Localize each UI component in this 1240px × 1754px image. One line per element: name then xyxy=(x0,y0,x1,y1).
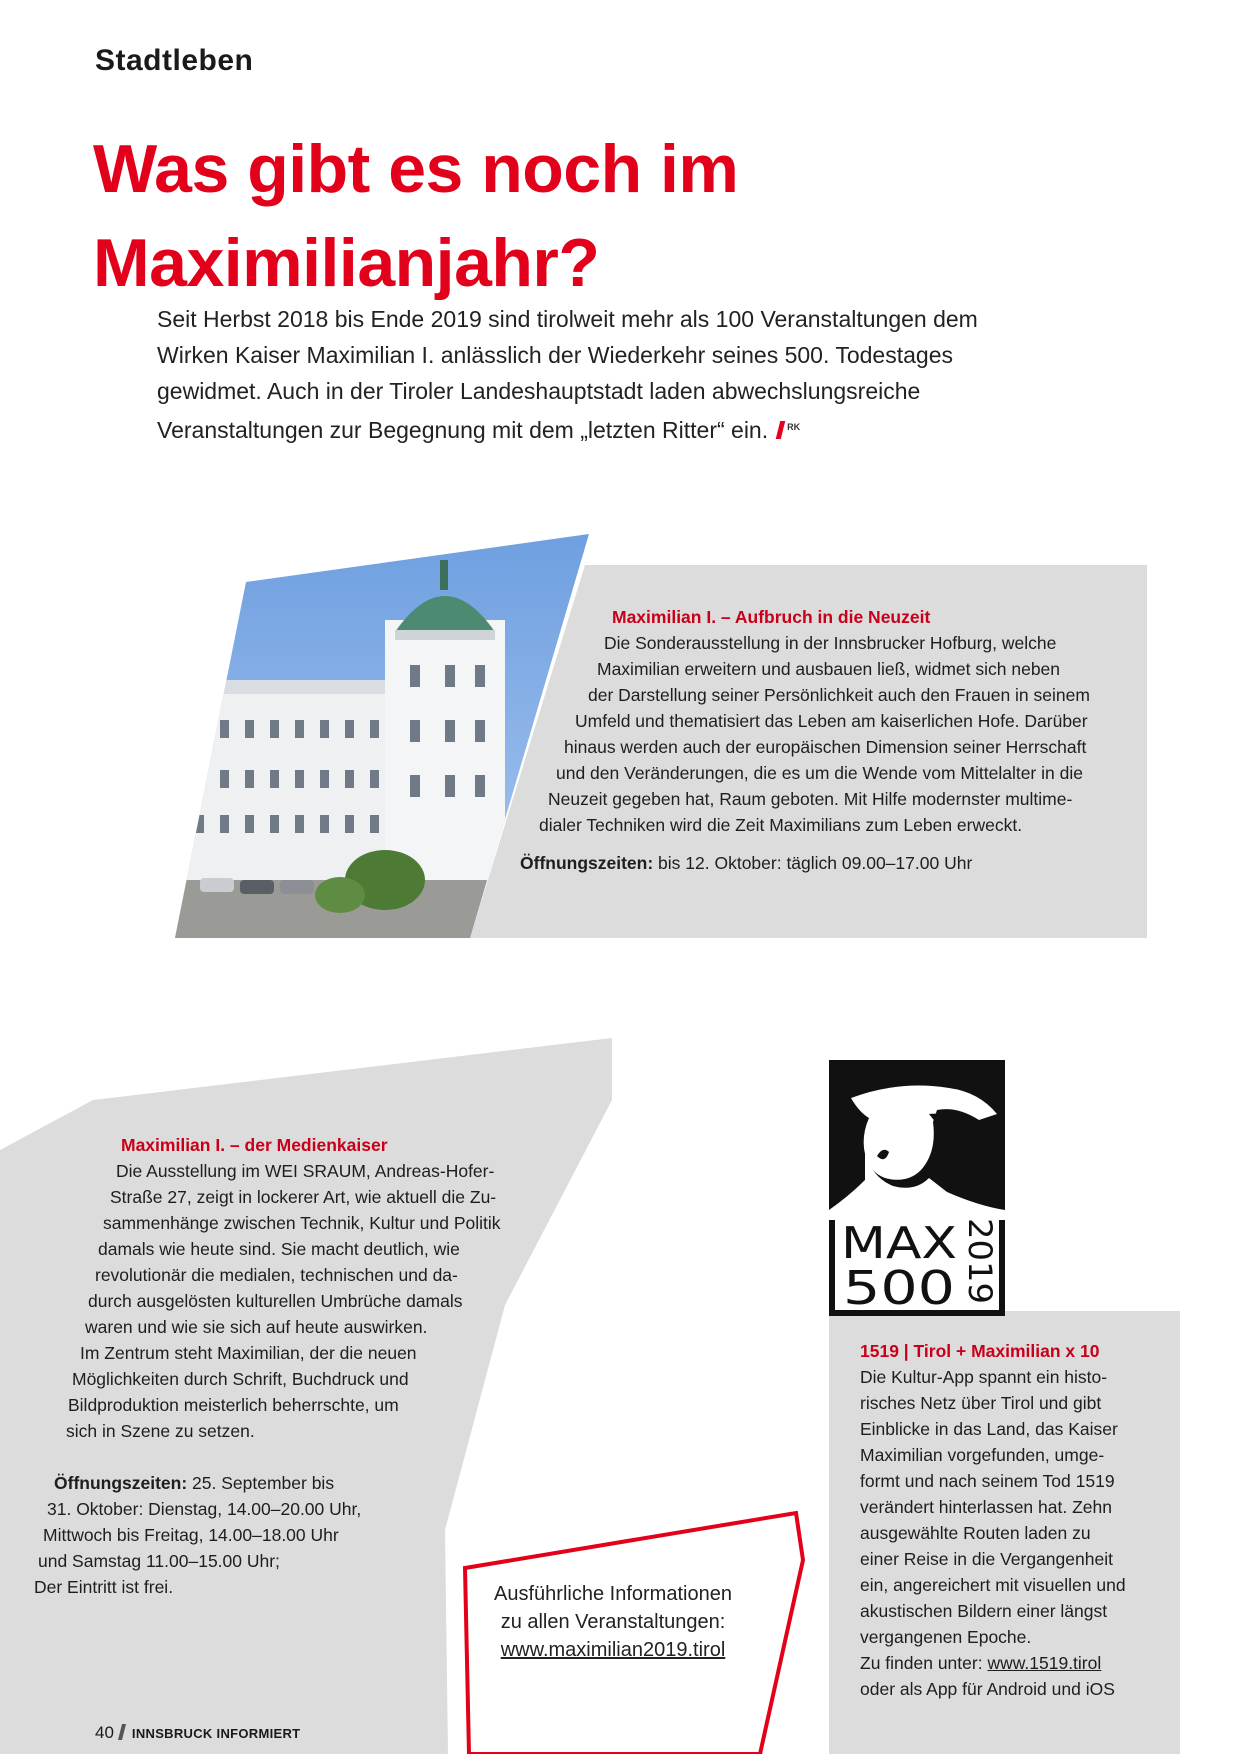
info-line-2: zu allen Veranstaltungen: xyxy=(500,1611,726,1633)
exhibit1-line: dialer Techniken wird die Zeit Maximilians zum Leben erweckt. xyxy=(539,815,1023,835)
exhibit1-hours xyxy=(520,850,1090,876)
exhibit2-line: Möglichkeiten durch Schrift, Buchdruck und xyxy=(72,1369,409,1389)
red-slash-icon xyxy=(776,421,785,439)
exhibit2-hours-line: 31. Oktober: Dienstag, 14.00–20.00 Uhr, xyxy=(47,1499,362,1519)
app-line: ausgewählte Routen laden zu xyxy=(860,1523,1091,1543)
exhibit1-line: Neuzeit gegeben hat, Raum geboten. Mit Hilfe modernster multime- xyxy=(548,789,1073,809)
title-line-2: Maximilianjahr? xyxy=(93,225,600,301)
info-line-1: Ausführliche Informationen xyxy=(494,1583,732,1605)
app-title: 1519 | Tirol + Maximilian x 10 xyxy=(860,1341,1100,1361)
exhibit2-text xyxy=(0,1132,501,1600)
info-box xyxy=(455,1580,771,1664)
exhibit1-line: Die Sonderausstellung in der Innsbrucker Hofburg, welche xyxy=(604,633,1057,653)
app-line: vergangenen Epoche. xyxy=(860,1627,1032,1647)
exhibit2-line: sammenhänge zwischen Technik, Kultur und Politik xyxy=(103,1213,501,1233)
app-line: Die Kultur-App spannt ein histo- xyxy=(860,1367,1108,1387)
exhibit2-line: Die Ausstellung im WEI SRAUM, Andreas-Hofer- xyxy=(116,1161,495,1181)
exhibit1-title: Maximilian I. – Aufbruch in die Neuzeit xyxy=(612,607,931,627)
page-number: 40 xyxy=(95,1723,114,1742)
intro-line-text: Veranstaltungen zur Begegnung mit dem „letzten Ritter“ ein. xyxy=(157,417,769,443)
app-line: einer Reise in die Vergangenheit xyxy=(860,1549,1113,1569)
exhibit2-line: Straße 27, zeigt in lockerer Art, wie aktuell die Zu- xyxy=(110,1187,497,1207)
exhibit1-line: hinaus werden auch der europäischen Dimension seiner Herrschaft xyxy=(564,737,1087,757)
exhibit2-hours-line: Mittwoch bis Freitag, 14.00–18.00 Uhr xyxy=(43,1525,339,1545)
exhibit1-text xyxy=(0,604,1090,876)
intro-line: Wirken Kaiser Maximilian I. anlässlich der Wiederkehr seines 500. Todestages xyxy=(157,342,953,368)
intro-line xyxy=(157,409,1087,448)
exhibit1-line: und den Veränderungen, die es um die Wende vom Mittelalter in die xyxy=(556,763,1083,783)
app-line: Maximilian vorgefunden, umge- xyxy=(860,1445,1105,1465)
exhibit1-line: Maximilian erweitern und ausbauen ließ, widmet sich neben xyxy=(597,659,1061,679)
app-line: ein, angereichert mit visuellen und xyxy=(860,1575,1126,1595)
app-find-suffix: oder als App für Android und iOS xyxy=(860,1679,1115,1699)
logo-max: MAX xyxy=(841,1218,957,1269)
app-link[interactable]: www.1519.tirol xyxy=(987,1653,1102,1673)
exhibit2-line: revolutionär die medialen, technischen und da- xyxy=(95,1265,458,1285)
exhibit1-hours-value: bis 12. Oktober: täglich 09.00–17.00 Uhr xyxy=(653,853,973,873)
exhibit2-line: durch ausgelösten kulturellen Umbrüche damals xyxy=(88,1291,463,1311)
section-label: Stadtleben xyxy=(95,44,254,77)
exhibit2-hours-value: 25. September bis xyxy=(187,1473,335,1493)
max500-logo xyxy=(829,1060,1005,1316)
app-line: verändert hinterlassen hat. Zehn xyxy=(860,1497,1112,1517)
page-footer xyxy=(95,1723,300,1743)
logo-year: 2019 xyxy=(961,1218,999,1300)
exhibit2-hours-label: Öffnungszeiten: xyxy=(54,1473,188,1493)
info-link[interactable]: www.maximilian2019.tirol xyxy=(500,1639,726,1661)
logo-500: 500 xyxy=(843,1261,955,1315)
exhibit1-line: Umfeld und thematisiert das Leben am kaiserlichen Hofe. Darüber xyxy=(575,711,1088,731)
magazine-name: INNSBRUCK INFORMIERT xyxy=(131,1726,301,1741)
exhibit2-hours xyxy=(54,1470,501,1496)
intro-paragraph xyxy=(157,301,1087,448)
app-find-prefix: Zu finden unter: xyxy=(860,1653,988,1673)
exhibit2-line: Bildproduktion meisterlich beherrschte, um xyxy=(68,1395,399,1415)
app-line: akustischen Bildern einer längst xyxy=(860,1601,1108,1621)
exhibit2-line: sich in Szene zu setzen. xyxy=(66,1421,255,1441)
exhibit1-line: der Darstellung seiner Persönlichkeit auch den Frauen in seinem xyxy=(588,685,1090,705)
footer-slash-icon xyxy=(118,1724,126,1740)
app-line: Einblicke in das Land, das Kaiser xyxy=(860,1419,1118,1439)
app-text xyxy=(860,1338,1126,1702)
author-initials: RK xyxy=(787,422,801,432)
exhibit2-hours-line: Der Eintritt ist frei. xyxy=(34,1577,174,1597)
exhibit2-title: Maximilian I. – der Medienkaiser xyxy=(121,1135,388,1155)
exhibit2-line: damals wie heute sind. Sie macht deutlich, wie xyxy=(98,1239,460,1259)
exhibit2-line: waren und wie sie sich auf heute auswirken. xyxy=(85,1317,428,1337)
exhibit1-hours-label: Öffnungszeiten: xyxy=(520,853,654,873)
app-line: risches Netz über Tirol und gibt xyxy=(860,1393,1102,1413)
page-title xyxy=(93,122,993,310)
title-line-1: Was gibt es noch im xyxy=(93,131,739,207)
exhibit2-hours-line: und Samstag 11.00–15.00 Uhr; xyxy=(38,1551,280,1571)
app-find-line xyxy=(860,1650,1126,1676)
exhibit2-line: Im Zentrum steht Maximilian, der die neuen xyxy=(80,1343,417,1363)
intro-line: gewidmet. Auch in der Tiroler Landeshauptstadt laden abwechslungsreiche xyxy=(157,378,921,404)
intro-line: Seit Herbst 2018 bis Ende 2019 sind tirolweit mehr als 100 Veranstaltungen dem xyxy=(157,306,978,332)
app-line: formt und nach seinem Tod 1519 xyxy=(860,1471,1115,1491)
